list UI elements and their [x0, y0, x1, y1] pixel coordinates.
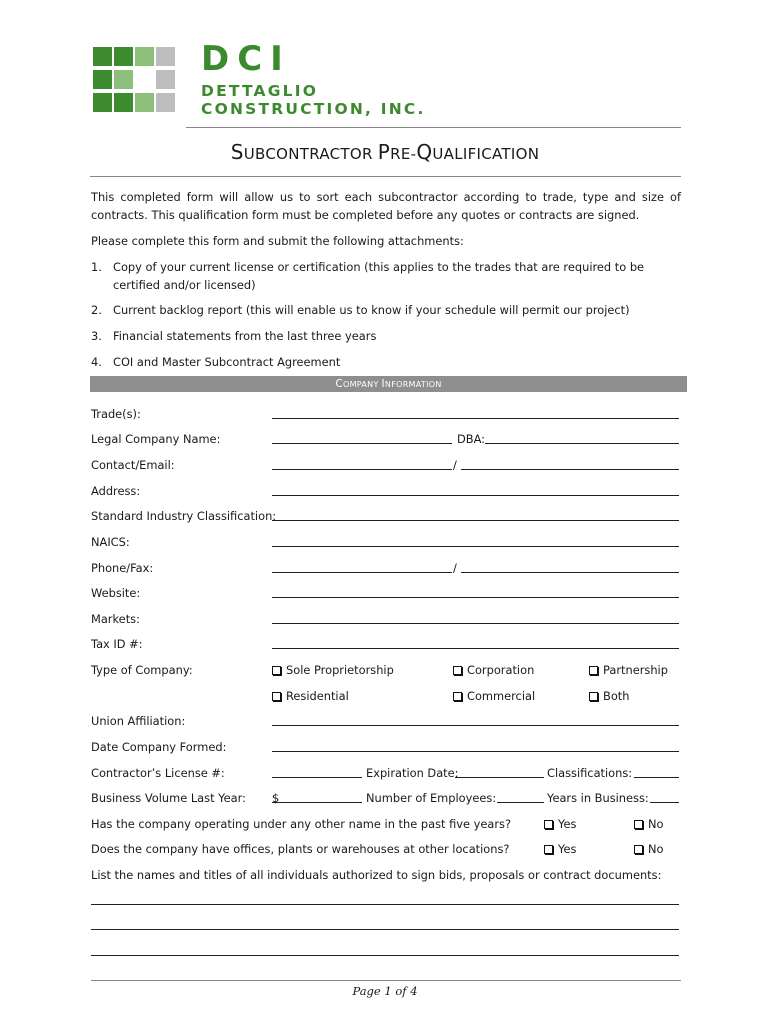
logo-square [156, 93, 175, 112]
website-field[interactable] [272, 597, 679, 598]
section-title-part: I [381, 378, 385, 390]
checkbox-label: No [648, 817, 664, 831]
title-part: P [377, 140, 391, 164]
checkbox-both[interactable] [589, 689, 629, 703]
checkbox-label: Both [603, 689, 630, 703]
checkbox-icon [453, 692, 462, 701]
company-logo [93, 39, 473, 118]
checkbox-other-name-yes[interactable] [544, 817, 576, 831]
attachment-item: Current backlog report (this will enable us to know if your schedule will permit our project) [113, 303, 630, 317]
checkbox-label: Partnership [603, 663, 668, 677]
title-part: RE- [390, 145, 417, 163]
sic-label: Standard Industry Classification: [91, 509, 277, 523]
logo-square [156, 47, 175, 66]
union-label: Union Affiliation: [91, 714, 186, 728]
dba-field[interactable] [485, 443, 679, 444]
checkbox-sole-proprietorship[interactable] [272, 663, 394, 677]
title-part: Q [416, 140, 433, 164]
type-of-company-label: Type of Company: [91, 663, 193, 677]
logo-line2: CONSTRUCTION, INC. [201, 100, 426, 118]
signers-label: List the names and titles of all individuals authorized to sign bids, proposals or contract documents: [91, 868, 662, 882]
license-label: Contractor’s License #: [91, 766, 225, 780]
union-field[interactable] [272, 725, 679, 726]
checkbox-icon [634, 845, 643, 854]
attachment-number: 2. [91, 303, 102, 317]
checkbox-other-locations-yes[interactable] [544, 842, 576, 856]
classifications-label: Classifications: [547, 766, 633, 780]
checkbox-label: Commercial [467, 689, 536, 703]
checkbox-commercial[interactable] [453, 689, 535, 703]
page-number: Page 1 of 4 [352, 984, 418, 998]
sic-field[interactable] [272, 520, 679, 521]
website-label: Website: [91, 586, 141, 600]
address-field[interactable] [272, 495, 679, 496]
dollar-sign: $ [272, 791, 280, 805]
checkbox-label: Yes [558, 817, 577, 831]
title-part: UALIFICATION [432, 145, 540, 163]
markets-label: Markets: [91, 612, 140, 626]
logo-square [93, 47, 112, 66]
checkbox-other-locations-no[interactable] [634, 842, 664, 856]
logo-letters: DCI [201, 39, 291, 79]
header-rule [186, 127, 681, 128]
expiration-label: Expiration Date: [366, 766, 459, 780]
logo-square [135, 47, 154, 66]
attachment-number: 4. [91, 355, 102, 369]
signers-field[interactable] [91, 955, 679, 956]
trades-field[interactable] [272, 418, 679, 419]
checkbox-icon [272, 692, 281, 701]
section-header-company-information [90, 376, 687, 392]
logo-square [114, 47, 133, 66]
naics-label: NAICS: [91, 535, 130, 549]
logo-square [114, 93, 133, 112]
checkbox-other-name-no[interactable] [634, 817, 664, 831]
instructions-text: Please complete this form and submit the following attachments: [91, 234, 464, 248]
logo-square [93, 70, 112, 89]
checkbox-icon [544, 845, 553, 854]
legal-name-label: Legal Company Name: [91, 432, 221, 446]
checkbox-label: Yes [558, 842, 577, 856]
attachment-number: 3. [91, 329, 102, 343]
logo-square [135, 70, 154, 89]
checkbox-icon [453, 666, 462, 675]
title-part: S [230, 140, 244, 164]
attachment-number: 1. [91, 260, 102, 274]
tax-id-field[interactable] [272, 648, 679, 649]
license-field[interactable] [272, 777, 362, 778]
title-rule [90, 176, 681, 177]
checkbox-residential[interactable] [272, 689, 349, 703]
tax-id-label: Tax ID #: [91, 637, 143, 651]
legal-name-field[interactable] [272, 443, 452, 444]
phone-fax-label: Phone/Fax: [91, 561, 154, 575]
section-title-part: NFORMATION [384, 380, 442, 389]
address-label: Address: [91, 484, 141, 498]
classifications-field[interactable] [634, 777, 679, 778]
logo-square [114, 70, 133, 89]
signers-field[interactable] [91, 904, 679, 905]
checkbox-label: No [648, 842, 664, 856]
title-part: UBCONTRACTOR [243, 145, 378, 163]
logo-square [135, 93, 154, 112]
question-other-name: Has the company operating under any other name in the past five years? [91, 817, 512, 831]
contact-email-label: Contact/Email: [91, 458, 175, 472]
email-field[interactable] [461, 469, 679, 470]
years-field[interactable] [650, 802, 679, 803]
phone-field[interactable] [272, 572, 452, 573]
attachment-item: Copy of your current license or certification (this applies to the trades that are required to be certified and/or licensed) [113, 260, 645, 292]
checkbox-label: Corporation [467, 663, 535, 677]
date-formed-label: Date Company Formed: [91, 740, 227, 754]
logo-line1: DETTAGLIO [201, 82, 319, 100]
naics-field[interactable] [272, 546, 679, 547]
contact-field[interactable] [272, 469, 452, 470]
page-title [0, 140, 770, 164]
business-volume-label: Business Volume Last Year: [91, 791, 246, 805]
intro-paragraph: This completed form will allow us to sort each subcontractor according to trade, type and size of contracts. This qualification form must be completed before any quotes or contracts are signed. [91, 190, 681, 222]
attachment-item: Financial statements from the last three years [113, 329, 377, 343]
checkbox-partnership[interactable] [589, 663, 668, 677]
logo-square [93, 93, 112, 112]
checkbox-icon [634, 820, 643, 829]
fax-field[interactable] [461, 572, 679, 573]
checkbox-label: Sole Proprietorship [286, 663, 394, 677]
attachment-item: COI and Master Subcontract Agreement [113, 355, 341, 369]
dba-label: DBA: [457, 432, 486, 446]
checkbox-icon [589, 692, 598, 701]
employees-field[interactable] [497, 802, 544, 803]
contact-slash: / [453, 458, 457, 472]
checkbox-corporation[interactable] [453, 663, 534, 677]
checkbox-icon [272, 666, 281, 675]
phone-slash: / [453, 561, 457, 575]
checkbox-icon [589, 666, 598, 675]
trades-label: Trade(s): [91, 407, 141, 421]
section-title-part: C [335, 378, 343, 390]
employees-label: Number of Employees: [366, 791, 497, 805]
footer-rule [91, 980, 681, 981]
section-title-part: OMPANY [343, 380, 382, 389]
date-formed-field[interactable] [272, 751, 679, 752]
markets-field[interactable] [272, 623, 679, 624]
checkbox-icon [544, 820, 553, 829]
years-label: Years in Business: [547, 791, 649, 805]
signers-field[interactable] [91, 929, 679, 930]
logo-square [156, 70, 175, 89]
checkbox-label: Residential [286, 689, 349, 703]
question-other-locations: Does the company have offices, plants or warehouses at other locations? [91, 842, 510, 856]
business-volume-field[interactable] [272, 802, 362, 803]
expiration-field[interactable] [455, 777, 544, 778]
